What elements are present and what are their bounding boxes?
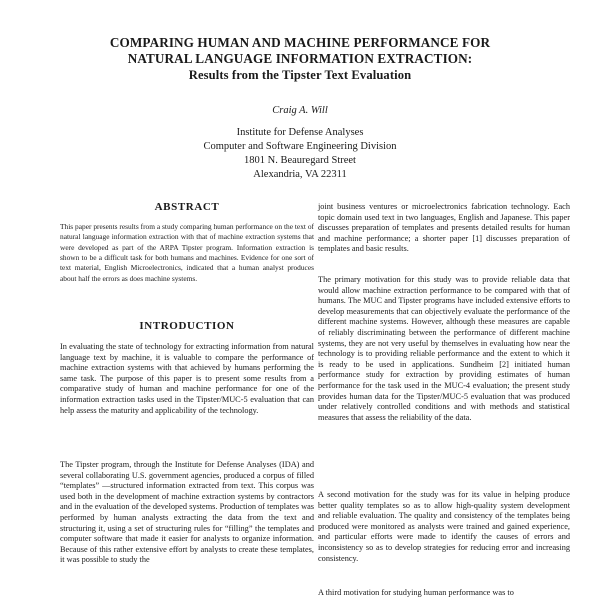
introduction-heading: INTRODUCTION bbox=[139, 320, 235, 332]
paper-subtitle: Results from the Tipster Text Evaluation bbox=[188, 68, 412, 82]
introduction-paragraph-2: The Tipster program, through the Institute for Defense Analyses (IDA) and several collaborating U.S. government agencies, produced a corpus of filled “templates” —structured information extracted from text. This corpus was used both in the development of machine extraction systems by contractors and in the evaluation of the developed systems. Production of templates was performed by human analysts extracting the data from the text and structuring it, using a set of structuring rules for “filling” the templates and computer software that made it easier for analysts to organize information. Because of this rather extensive effort by analysts to create these templates, it was possible to study the bbox=[60, 460, 314, 565]
right-paragraph-3: A second motivation for the study was for its value in helping produce better quality templates so as to allow high-quality system development and reliable evaluation. The quality and consistency of the templates being produced were monitored as analysts were trained and gained experience, and particular efforts were made to identify the causes of errors and inconsistency so as to develop strategies for reducing error and increasing consistency. bbox=[318, 490, 570, 563]
author-affiliation bbox=[0, 126, 600, 182]
paper-title-line1: COMPARING HUMAN AND MACHINE PERFORMANCE FOR bbox=[109, 35, 491, 50]
affiliation-line: Alexandria, VA 22311 bbox=[253, 169, 347, 180]
affiliation-line: 1801 N. Beauregard Street bbox=[244, 155, 356, 166]
author-name: Craig A. Will bbox=[272, 105, 328, 116]
introduction-paragraph-1: In evaluating the state of technology for extracting information from natural language text by machine, it is valuable to compare the performance of machine extraction systems with that achieved by humans performing the same task. The purpose of this paper is to present some results from a comparative study of human and machine performance for one of the information extraction tasks used in the Tipster/MUC-5 evaluation that can help assess the maturity and applicability of the technology. bbox=[60, 342, 314, 415]
right-paragraph-1: joint business ventures or microelectronics fabrication technology. Each topic domain used text in two languages, English and Japanese. This paper discusses preparation of templates and presents detailed results for human and machine performance; a shorter paper [1] discusses preparation of templates and basic results. bbox=[318, 202, 570, 254]
right-paragraph-2: The primary motivation for this study was to provide reliable data that would allow machine extraction performance to be compared with that of humans. The MUC and Tipster programs have included extensive efforts to develop measurements that can objectively evaluate the performance of the different machine systems. However, although these measures are capable of reliably discriminating between the performance of different machine systems, they are not very useful by themselves in evaluating how near the technology is to providing reliable performance and the extent to which it is ready to be used in applications. Sundheim [2] initiated human performance study for extraction by providing estimates of human performance for the task used in the MUC-4 evaluation; the present study provides human data for the Tipster/MUC-5 evaluation that was produced under relatively controlled conditions and with methods and statistical measures that assess the reliability of the data. bbox=[318, 275, 570, 422]
paper-title-line2: NATURAL LANGUAGE INFORMATION EXTRACTION: bbox=[127, 51, 473, 66]
affiliation-line: Computer and Software Engineering Division bbox=[203, 141, 397, 152]
abstract-heading: ABSTRACT bbox=[154, 201, 220, 213]
abstract-text: This paper presents results from a study comparing human performance on the text of natural language information extraction with that of machine extraction systems that were developed as part of the ARPA Tipster program. Information extraction is shown to be a difficult task for both humans and machines. Evidence for one sort of text material, English Microelectronics, indicated that a human analyst produces about half the errors as does machine systems. bbox=[60, 222, 314, 283]
right-paragraph-4: A third motivation for studying human performance was to bbox=[318, 588, 514, 597]
affiliation-line: Institute for Defense Analyses bbox=[236, 127, 364, 138]
